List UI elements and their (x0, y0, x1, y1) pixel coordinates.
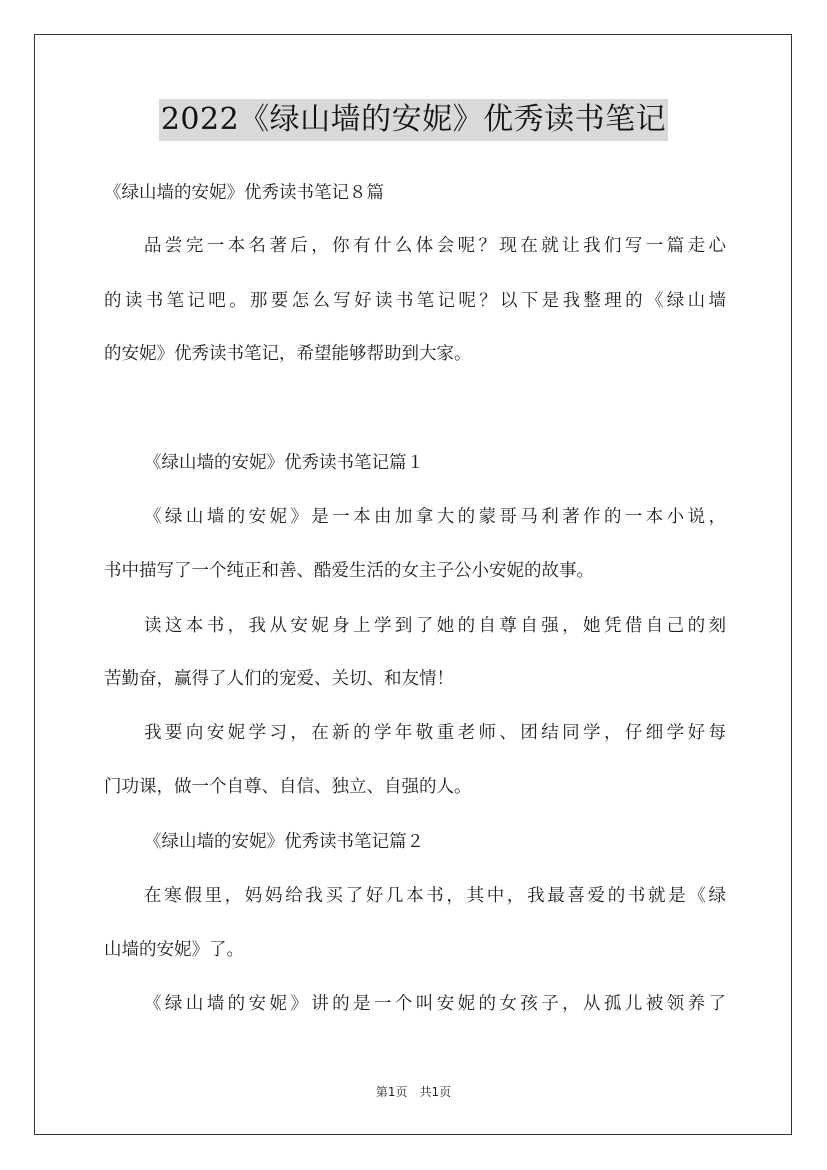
section2-line-3: 《绿山墙的安妮》讲的是一个叫安妮的女孩子，从孤儿被领养了 (144, 994, 726, 1014)
section2-heading: 《绿山墙的安妮》优秀读书笔记篇２ (144, 832, 424, 852)
section1-line-6: 门功课，做一个自尊、自信、独立、自强的人。 (104, 777, 472, 797)
intro-line-1: 品尝完一本名著后，你有什么体会呢？现在就让我们写一篇走心 (144, 236, 726, 256)
page-footer: 第1页 共1页 (375, 1085, 452, 1099)
document-subtitle: 《绿山墙的安妮》优秀读书笔记８篇 (104, 183, 384, 203)
section2-line-2: 山墙的安妮》了。 (104, 940, 244, 960)
section1-line-3: 读这本书，我从安妮身上学到了她的自尊自强，她凭借自己的刻 (144, 616, 726, 636)
section2-line-1: 在寒假里，妈妈给我买了好几本书，其中，我最喜爱的书就是《绿 (144, 886, 726, 906)
section1-line-2: 书中描写了一个纯正和善、酷爱生活的女主子公小安妮的故事。 (104, 561, 594, 581)
section1-line-1: 《绿山墙的安妮》是一本由加拿大的蒙哥马利著作的一本小说， (144, 507, 726, 527)
section1-heading: 《绿山墙的安妮》优秀读书笔记篇１ (144, 453, 424, 473)
section1-line-4: 苦勤奋，赢得了人们的宠爱、关切、和友情！ (104, 669, 454, 689)
title-container (0, 99, 827, 141)
intro-line-3: 的安妮》优秀读书笔记，希望能够帮助到大家。 (104, 344, 472, 364)
intro-line-2: 的读书笔记吧。那要怎么写好读书笔记呢？以下是我整理的《绿山墙 (104, 291, 726, 311)
document-title: 2022《绿山墙的安妮》优秀读书笔记 (159, 99, 668, 141)
section1-line-5: 我要向安妮学习，在新的学年敬重老师、团结同学，仔细学好每 (144, 723, 726, 743)
